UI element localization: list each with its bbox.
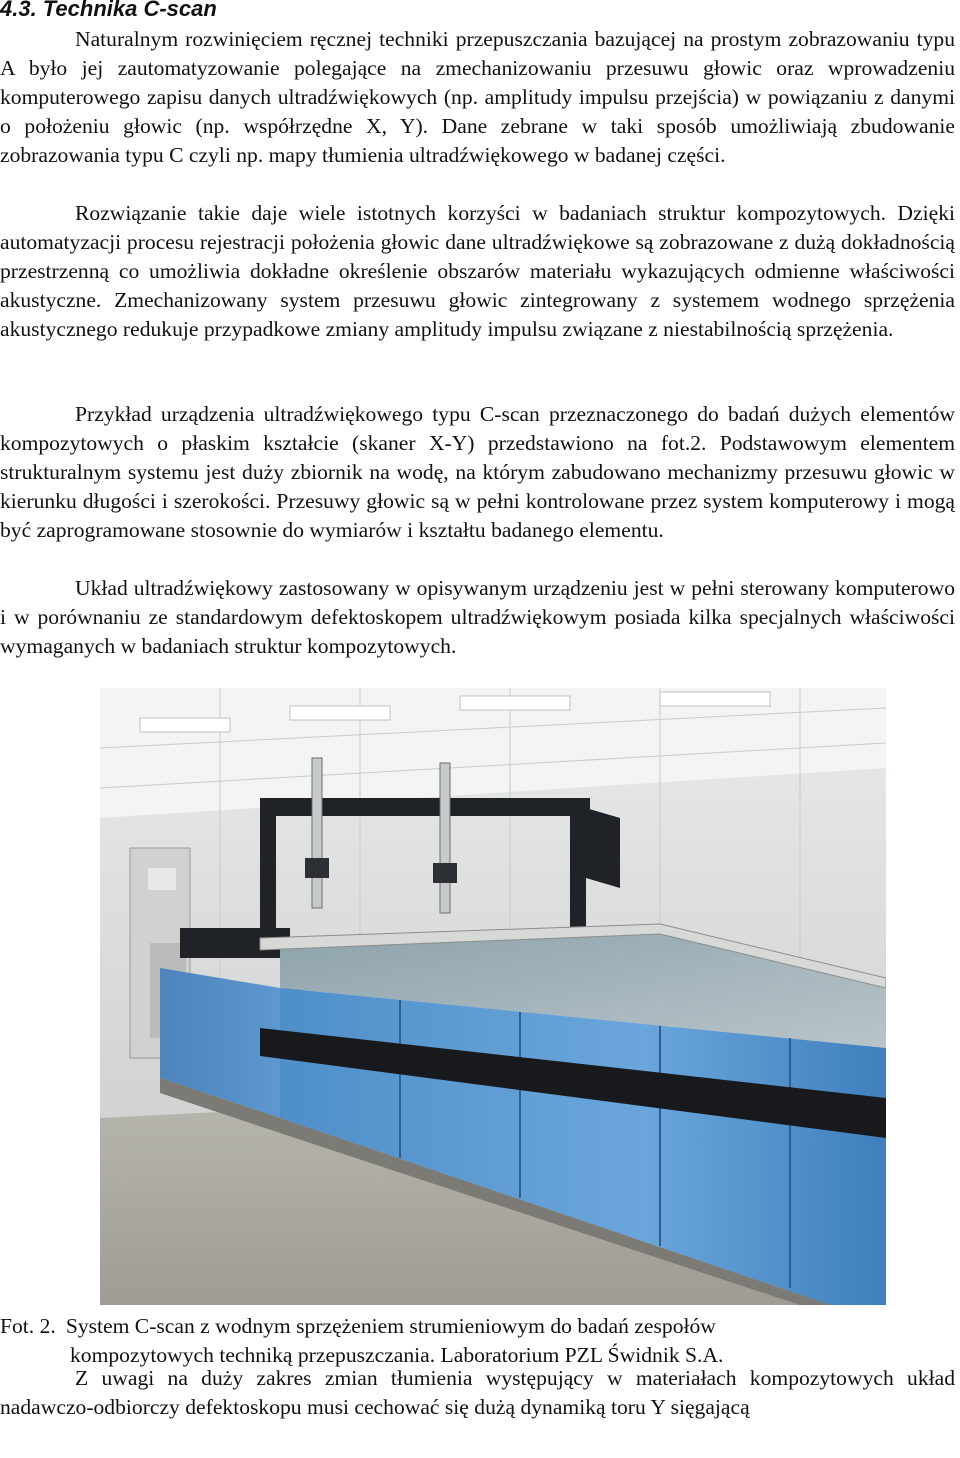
c-scan-system-photo [100,688,886,1305]
paragraph-2: Rozwiązanie takie daje wiele istotnych korzyści w badaniach struktur kompozytowych. Dzięki automatyzacji procesu rejestracji położenia głowic dane ultradźwiękowe są zobrazowane z dużą dokładnością przestrzenną co umożliwia dokładne określenie obszarów materiału wykazujących odmienne właściwości akustyczne. Zmechanizowany system przesuwu głowic zintegrowany z systemem wodnego sprzężenia akustycznego redukuje przypadkowe zmiany amplitudy impulsu związane z niestabilnością sprzężenia. [0,201,955,341]
section-heading: 4.3. Technika C-scan [0,0,217,21]
figure-caption [0,1312,955,1370]
paragraph-3: Przykład urządzenia ultradźwiękowego typu C-scan przeznaczonego do badań dużych elementów kompozytowych o płaskim kształcie (skaner X-Y) przedstawiono na fot.2. Podstawowym elementem strukturalnym systemu jest duży zbiornik na wodę, na którym zabudowano mechanizmy przesuwu głowic w kierunku długości i szerokości. Przesuwy głowic są w pełni kontrolowane przez system komputerowy i mogą być zaprogramowane stosownie do wymiarów i kształtu badanego elementu. [0,402,955,542]
paragraph-4: Układ ultradźwiękowy zastosowany w opisywanym urządzeniu jest w pełni sterowany komputerowo i w porównaniu ze standardowym defektoskopem ultradźwiękowym posiada kilka specjalnych właściwości wymaganych w badaniach struktur kompozytowych. [0,576,955,658]
figure-label: Fot. 2. [0,1314,56,1338]
paragraph-1: Naturalnym rozwinięciem ręcznej techniki przepuszczania bazującej na prostym zobrazowaniu typu A było jej zautomatyzowanie polegające na zmechanizowaniu przesuwu głowic oraz wprowadzeniu komputerowego zapisu danych ultradźwiękowych (np. amplitudy impulsu przejścia) w powiązaniu z danymi o położeniu głowic (np. współrzędne X, Y). Dane zebrane w taki sposób umożliwiają zbudowanie zobrazowania typu C czyli np. mapy tłumienia ultradźwiękowego w badanej części. [0,27,955,167]
paragraph-5: Z uwagi na duży zakres zmian tłumienia występujący w materiałach kompozytowych układ nadawczo-odbiorczy defektoskopu musi cechować się dużą dynamiką toru Y sięgającą [0,1366,955,1419]
figure-caption-line-2: kompozytowych techniką przepuszczania. Laboratorium PZL Świdnik S.A. [70,1343,724,1367]
c-scan-photo-illustration [100,688,886,1305]
figure-caption-line-1: System C-scan z wodnym sprzężeniem strumieniowym do badań zespołów [65,1314,716,1338]
